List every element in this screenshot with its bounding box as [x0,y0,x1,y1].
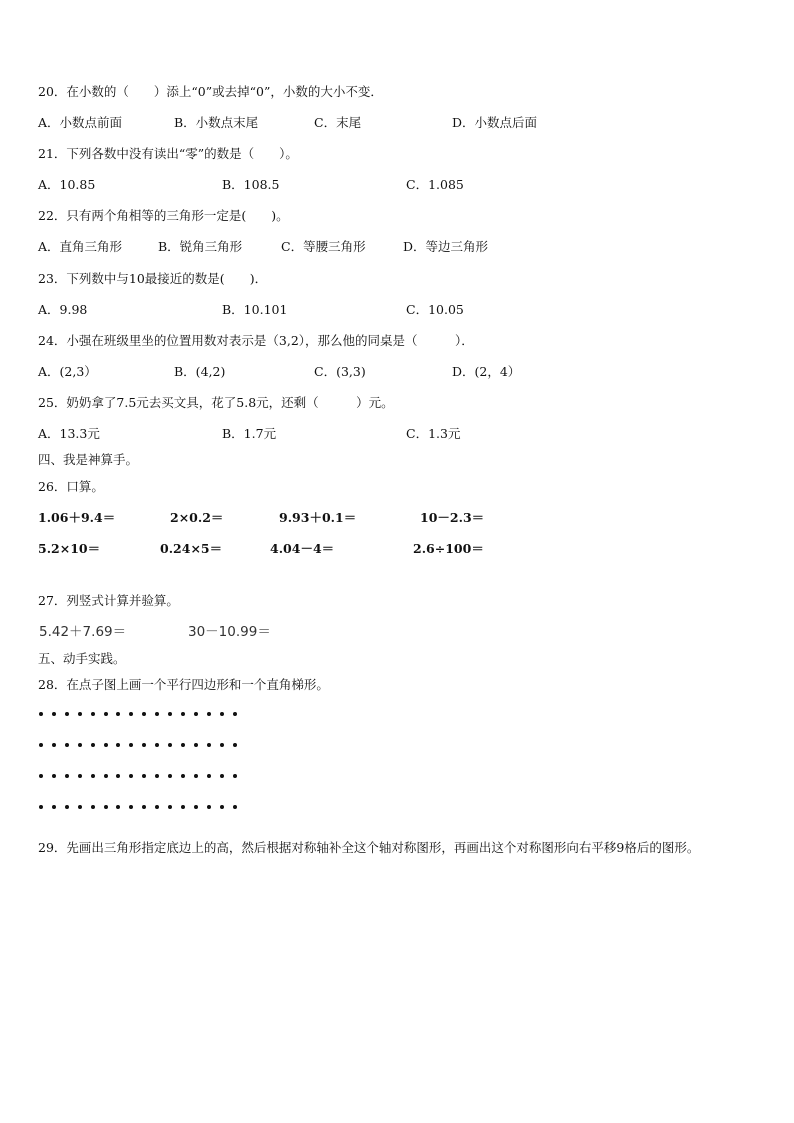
grid-dot[interactable] [181,743,185,747]
question-29-stem: 29．先画出三角形指定底边上的高，然后根据对称轴补全这个轴对称图形，再画出这个对称图形向右平移9格后的图形。 [38,840,700,855]
grid-dot[interactable] [39,743,43,747]
question-20-option-a[interactable]: A．小数点前面 [38,115,123,130]
grid-dot[interactable] [78,774,82,778]
grid-dot[interactable] [129,805,133,809]
grid-dot[interactable] [233,805,237,809]
vertical-calc-1: 5.42＋7.69＝ [39,624,127,640]
vertical-calc-2: 30－10.99＝ [188,624,271,640]
grid-dot[interactable] [168,774,172,778]
grid-dot[interactable] [104,743,108,747]
question-23-stem: 23．下列数中与10最接近的数是( )． [38,271,268,286]
grid-dot[interactable] [78,712,82,716]
mental-calc-3: 9.93＋0.1＝ [279,510,357,525]
grid-dot[interactable] [194,774,198,778]
grid-dot[interactable] [52,712,56,716]
grid-dot[interactable] [207,774,211,778]
mental-calc-2: 2×0.2＝ [170,510,224,525]
grid-dot[interactable] [142,712,146,716]
question-26-stem: 26．口算。 [38,479,104,494]
question-20-option-d[interactable]: D．小数点后面 [452,115,538,130]
grid-dot[interactable] [233,743,237,747]
grid-dot[interactable] [78,805,82,809]
grid-dot[interactable] [220,774,224,778]
question-25-option-c[interactable]: C．1.3元 [406,426,461,441]
question-20-option-c[interactable]: C．末尾 [314,115,362,130]
grid-dot[interactable] [104,805,108,809]
grid-dot[interactable] [142,774,146,778]
mental-calc-4: 10－2.3＝ [420,510,485,525]
grid-dot[interactable] [168,712,172,716]
section-4-title: 四、我是神算手。 [38,452,139,467]
grid-dot[interactable] [39,774,43,778]
section-5-title: 五、动手实践。 [38,651,126,666]
grid-dot[interactable] [52,743,56,747]
grid-dot[interactable] [39,805,43,809]
question-22-option-c[interactable]: C．等腰三角形 [281,239,366,254]
grid-dot[interactable] [194,743,198,747]
question-25-option-a[interactable]: A．13.3元 [38,426,100,441]
question-20-stem: 20．在小数的（ ）添上“0”或去掉“0”，小数的大小不变． [38,84,383,99]
grid-dot[interactable] [65,712,69,716]
grid-dot[interactable] [91,712,95,716]
question-24-option-a[interactable]: A．(2,3） [38,364,97,379]
question-25-stem: 25．奶奶拿了7.5元去买文具，花了5.8元，还剩（ ）元。 [38,395,394,410]
question-24-option-c[interactable]: C．(3,3) [314,364,366,379]
grid-dot[interactable] [155,774,159,778]
dot-row [39,774,239,780]
question-24-stem: 24．小强在班级里坐的位置用数对表示是（3,2），那么他的同桌是（ ）． [38,333,474,348]
question-22-option-a[interactable]: A．直角三角形 [38,239,123,254]
question-21-option-a[interactable]: A．10.85 [38,177,96,192]
grid-dot[interactable] [129,774,133,778]
grid-dot[interactable] [65,743,69,747]
mental-calc-8: 2.6÷100＝ [413,541,484,556]
dot-row [39,712,239,718]
question-23-option-c[interactable]: C．10.05 [406,302,464,317]
grid-dot[interactable] [142,743,146,747]
question-23-option-b[interactable]: B．10.101 [222,302,288,317]
grid-dot[interactable] [65,805,69,809]
grid-dot[interactable] [220,712,224,716]
grid-dot[interactable] [104,774,108,778]
grid-dot[interactable] [91,805,95,809]
question-25-option-b[interactable]: B．1.7元 [222,426,277,441]
mental-calc-7: 4.04－4＝ [270,541,335,556]
dot-row [39,805,239,811]
grid-dot[interactable] [78,743,82,747]
grid-dot[interactable] [181,805,185,809]
grid-dot[interactable] [220,743,224,747]
grid-dot[interactable] [91,743,95,747]
question-24-option-d[interactable]: D．(2，4） [452,364,521,379]
grid-dot[interactable] [168,805,172,809]
grid-dot[interactable] [207,712,211,716]
grid-dot[interactable] [116,712,120,716]
mental-calc-1: 1.06＋9.4＝ [38,510,116,525]
question-21-stem: 21．下列各数中没有读出“零”的数是（ ）。 [38,146,298,161]
grid-dot[interactable] [155,712,159,716]
question-22-stem: 22．只有两个角相等的三角形一定是( )。 [38,208,289,223]
grid-dot[interactable] [91,774,95,778]
grid-dot[interactable] [39,712,43,716]
grid-dot[interactable] [116,743,120,747]
question-28-stem: 28．在点子图上画一个平行四边形和一个直角梯形。 [38,677,329,692]
question-23-option-a[interactable]: A．9.98 [38,302,88,317]
grid-dot[interactable] [116,774,120,778]
mental-calc-6: 0.24×5＝ [160,541,223,556]
grid-dot[interactable] [207,743,211,747]
question-21-option-c[interactable]: C．1.085 [406,177,464,192]
question-20-option-b[interactable]: B．小数点末尾 [174,115,259,130]
grid-dot[interactable] [194,805,198,809]
grid-dot[interactable] [220,805,224,809]
grid-dot[interactable] [116,805,120,809]
question-22-option-d[interactable]: D．等边三角形 [403,239,489,254]
grid-dot[interactable] [155,805,159,809]
grid-dot[interactable] [52,805,56,809]
grid-dot[interactable] [129,712,133,716]
grid-dot[interactable] [168,743,172,747]
grid-dot[interactable] [207,805,211,809]
grid-dot[interactable] [233,774,237,778]
dot-row [39,743,239,749]
grid-dot[interactable] [181,712,185,716]
grid-dot[interactable] [65,774,69,778]
question-22-option-b[interactable]: B．锐角三角形 [158,239,243,254]
mental-calc-5: 5.2×10＝ [38,541,101,556]
grid-dot[interactable] [181,774,185,778]
grid-dot[interactable] [142,805,146,809]
grid-dot[interactable] [233,712,237,716]
question-21-option-b[interactable]: B．108.5 [222,177,280,192]
question-24-option-b[interactable]: B．(4,2) [174,364,226,379]
question-27-stem: 27．列竖式计算并验算。 [38,593,179,608]
grid-dot[interactable] [104,712,108,716]
grid-dot[interactable] [52,774,56,778]
grid-dot[interactable] [194,712,198,716]
grid-dot[interactable] [155,743,159,747]
grid-dot[interactable] [129,743,133,747]
